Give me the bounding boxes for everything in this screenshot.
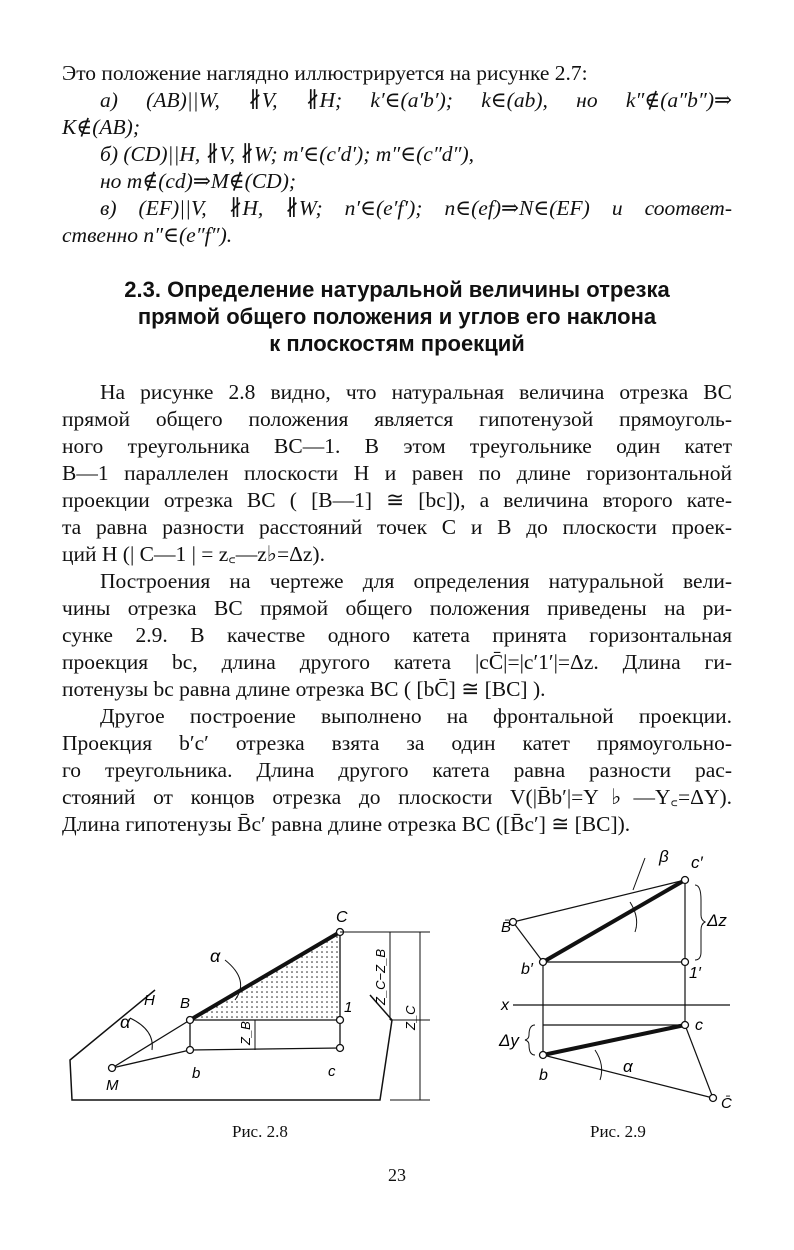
label-C-bar: C̄ <box>721 1095 732 1112</box>
case-c-line2: ственно n″∈(e″f″). <box>62 223 233 247</box>
p1-line: ного треугольника BC—1. В этом треугольнике один катет <box>62 434 732 458</box>
p2-line: чины отрезка BC прямой общего положения приведены на ри- <box>62 596 732 620</box>
p3-line: Другое построение выполнено на фронтальной проекции. <box>100 704 732 728</box>
label-H: H <box>144 992 155 1009</box>
label-1: 1 <box>344 999 353 1016</box>
section-heading-line1: 2.3. Определение натуральной величины отрезка <box>124 277 670 302</box>
p3-line: Проекция b′c′ отрезка взята за один катет прямоугольно- <box>62 731 732 755</box>
p3-line: го треугольника. Длина другого катета равна разности рас- <box>62 758 732 782</box>
figure-2-9-caption: Рис. 2.9 <box>590 1122 646 1141</box>
label-C: C <box>336 909 348 926</box>
case-b-line1: б) (CD)||H, ∦V, ∦W; m′∈(c′d′); m″∈(c″d″), <box>100 142 475 166</box>
p1-line: ций H (| C—1 | = z꜀—z♭=Δz). <box>62 542 325 566</box>
paragraph-3 <box>62 703 732 838</box>
paragraph-1 <box>62 379 732 568</box>
p1-line: B—1 параллелен плоскости H и равен по длине горизонтальной <box>62 461 732 485</box>
paragraph-2 <box>62 568 732 703</box>
label-dz: Δz <box>707 911 727 930</box>
label-b: b <box>539 1067 548 1084</box>
label-zb: Z_B <box>238 1021 253 1045</box>
case-c-line1: в) (EF)||V, ∦H, ∦W; n′∈(e′f′); n∈(ef)⇒N∈(EF) и соответ- <box>100 196 732 220</box>
p1-line: проекции отрезка BC ( [B—1] ≅ [bc]), а величина второго кате- <box>62 488 732 512</box>
label-alpha: α <box>623 1057 633 1076</box>
label-c-prime: c′ <box>691 853 703 872</box>
figure-2-8 <box>60 900 460 1110</box>
intro-line: Это положение наглядно иллюстрируется на рисунке 2.7: <box>62 61 588 85</box>
label-alpha-top: α <box>210 946 221 966</box>
page-text <box>62 60 732 838</box>
label-c: c <box>695 1017 703 1034</box>
p3-line: Длина гипотенузы B̄c′ равна длине отрезка BC ([B̄c′] ≅ [BC]). <box>62 812 631 836</box>
figure-2-9 <box>495 840 740 1115</box>
section-heading-line3: к плоскостям проекций <box>269 331 525 356</box>
label-x: x <box>501 997 509 1014</box>
label-zc: Z_C <box>403 1005 418 1030</box>
section-heading-line2: прямой общего положения и углов его наклона <box>137 304 657 329</box>
label-M: M <box>106 1077 119 1094</box>
label-b-prime: b′ <box>521 961 533 978</box>
label-B: B <box>180 995 191 1012</box>
label-dy: Δy <box>499 1031 519 1050</box>
p2-line: сунке 2.9. В качестве одного катета принята горизонтальная <box>62 623 732 647</box>
p2-line: Построения на чертеже для определения натуральной вели- <box>100 569 732 593</box>
page-number: 23 <box>388 1165 406 1185</box>
label-B-bar: B̄ <box>501 919 512 936</box>
label-b: b <box>192 1065 201 1082</box>
figure-2-8-caption: Рис. 2.8 <box>232 1122 288 1141</box>
p2-line: потенузы bc равна длине отрезка BC ( [bC̄] ≅ [BC] ). <box>62 677 546 701</box>
case-b-line2: но m∉(cd)⇒M∉(CD); <box>100 169 297 193</box>
label-c: c <box>328 1063 336 1080</box>
label-beta: β <box>659 847 669 866</box>
p1-line: На рисунке 2.8 видно, что натуральная величина отрезка BC <box>100 380 732 404</box>
case-a-line1: а) (AB)||W, ∦V, ∦H; k′∈(a′b′); k∈(ab), но k″∉(a″b″)⇒ <box>100 88 732 112</box>
label-alpha-left: α <box>120 1012 131 1032</box>
p1-line: та равна разности расстояний точек C и B до плоскости проек- <box>62 515 732 539</box>
projection-bc <box>190 1048 340 1050</box>
case-a-line2: K∉(AB); <box>62 115 141 139</box>
projection-b-c-prime <box>543 880 685 962</box>
label-zczb: Z_C−Z_B <box>373 949 388 1005</box>
p1-line: прямой общего положения является гипотенузой прямоуголь- <box>62 407 732 431</box>
p3-line: стояний от концов отрезка до плоскости V(|B̄b′|=Y♭—Y꜀=ΔY). <box>62 785 732 809</box>
label-1-prime: 1′ <box>689 965 701 982</box>
p2-line: проекция bc, длина другого катета |cC̄|=|c′1′|=Δz. Длина ги- <box>62 650 732 674</box>
projection-bc <box>543 1025 685 1055</box>
